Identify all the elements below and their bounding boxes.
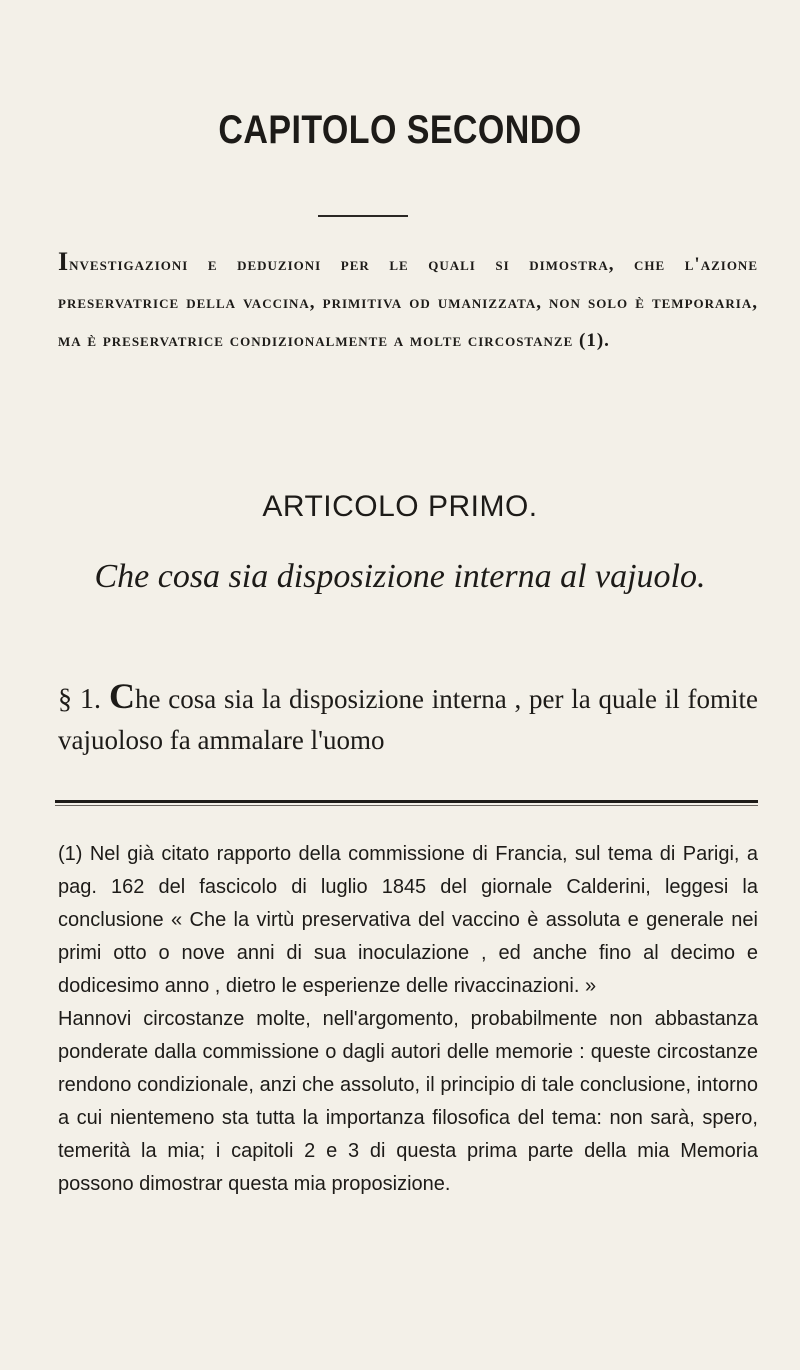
section-text: he cosa sia la disposizione interna , per la quale il fomite vajuoloso fa ammalare l'uomo [58, 684, 758, 755]
chapter-summary [58, 243, 758, 360]
section-mark: § 1. [58, 684, 102, 715]
article-title: ARTICOLO PRIMO. [262, 490, 538, 523]
footnote-divider-thin [55, 805, 758, 806]
footnote-paragraph-1: (1) Nel già citato rapporto della commissione di Francia, sul tema di Parigi, a pag. 162 del fascicolo di luglio 1845 del giornale Calderini, leggesi la conclusione « Che la virtù preservativa del vaccino è assoluta e generale nei primi otto o nove anni di sua inoculazione , ed anche fino al decimo e dodicesimo anno , dietro le esperienze delle rivaccinazioni. » [58, 843, 758, 997]
article-subtitle: Che cosa sia disposizione interna al vajuolo. [94, 558, 706, 595]
footnote-divider [55, 800, 758, 803]
chapter-title: CAPITOLO SECONDO [218, 108, 582, 152]
footnote [58, 838, 758, 1201]
footnote-paragraph-2: Hannovi circostanze molte, nell'argomento, probabilmente non abbastanza ponderate dalla commissione o dagli autori delle memorie : queste circostanze rendono condizionale, anzi che assoluto, il principio di tale conclusione, intorno a cui nientemeno sta tutta la importanza filosofica del tema: non sarà, spero, temerità la mia; i capitoli 2 e 3 di questa prima parte della mia Memoria possono dimostrar questa mia proposizione. [58, 1008, 758, 1195]
title-divider [318, 215, 408, 217]
section-paragraph [58, 676, 758, 761]
summary-initial: I [58, 247, 70, 276]
summary-text: nvestigazioni e deduzioni per le quali si dimostra, che l'azione preservatrice della vaccina, primitiva od umanizzata, non solo è temporaria, ma è preservatrice condizionalmente a molte circostanze (1). [58, 254, 758, 351]
section-initial: C [109, 676, 136, 716]
